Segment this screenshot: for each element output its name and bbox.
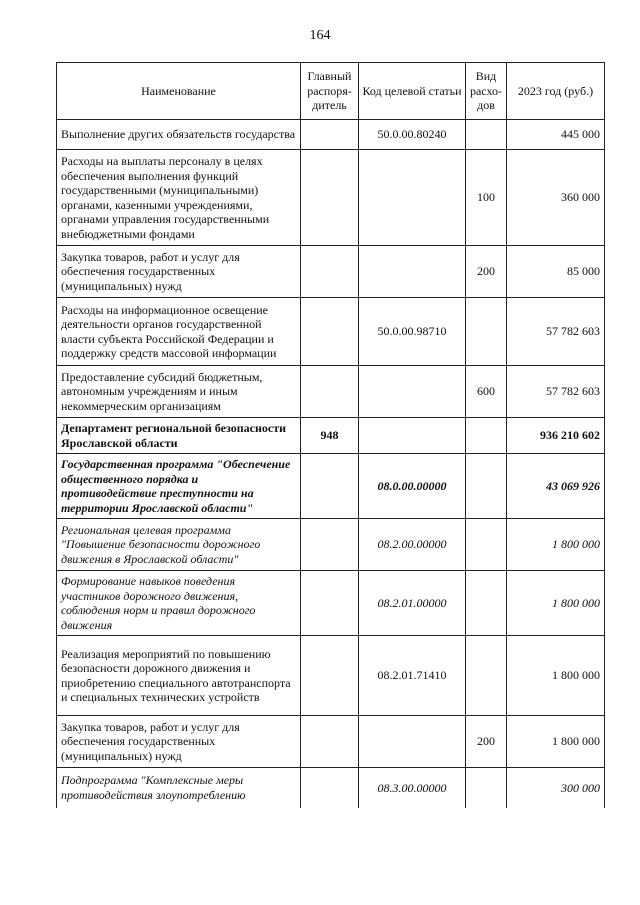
- cell-name: Закупка товаров, работ и услуг для обеспечения государственных (муниципальных) нужд: [57, 716, 301, 768]
- cell-name: Подпрограмма "Комплексные меры противодействия злоупотреблению: [57, 768, 301, 808]
- cell-type: [466, 418, 507, 454]
- header-name: Наименование: [57, 63, 301, 120]
- cell-code: 08.2.01.00000: [359, 571, 466, 636]
- cell-code: [359, 246, 466, 298]
- table-row: [57, 454, 605, 519]
- table-row: [57, 716, 605, 768]
- cell-amount: 300 000: [507, 768, 605, 808]
- cell-admin: [301, 298, 359, 366]
- cell-name: Предоставление субсидий бюджетным, автономным учреждениям и иным некоммерческим организациям: [57, 366, 301, 418]
- cell-amount: 57 782 603: [507, 298, 605, 366]
- cell-admin: [301, 246, 359, 298]
- cell-admin: [301, 716, 359, 768]
- cell-name: Государственная программа "Обеспечение общественного порядка и противодействие преступности на территории Ярославской области": [57, 454, 301, 519]
- cell-amount: 445 000: [507, 120, 605, 150]
- cell-admin: [301, 120, 359, 150]
- cell-amount: 1 800 000: [507, 636, 605, 716]
- cell-admin: [301, 636, 359, 716]
- table-row: [57, 120, 605, 150]
- table-header-row: [57, 63, 605, 120]
- cell-type: 600: [466, 366, 507, 418]
- header-code: Код целевой статьи: [359, 63, 466, 120]
- cell-type: [466, 454, 507, 519]
- cell-name: Выполнение других обязательств государства: [57, 120, 301, 150]
- cell-code: 08.0.00.00000: [359, 454, 466, 519]
- cell-admin: [301, 366, 359, 418]
- header-admin: Главный распоря-дитель: [301, 63, 359, 120]
- cell-amount: 1 800 000: [507, 716, 605, 768]
- cell-amount: 1 800 000: [507, 519, 605, 571]
- table-row: [57, 418, 605, 454]
- cell-code: 08.2.01.71410: [359, 636, 466, 716]
- cell-code: [359, 366, 466, 418]
- cell-code: [359, 716, 466, 768]
- table-row: [57, 366, 605, 418]
- cell-amount: 1 800 000: [507, 571, 605, 636]
- cell-name: Департамент региональной безопасности Ярославской области: [57, 418, 301, 454]
- budget-table: [56, 62, 605, 808]
- cell-type: [466, 571, 507, 636]
- cell-name: Закупка товаров, работ и услуг для обеспечения государственных (муниципальных) нужд: [57, 246, 301, 298]
- cell-admin: 948: [301, 418, 359, 454]
- cell-amount: 936 210 602: [507, 418, 605, 454]
- table-row: [57, 768, 605, 808]
- cell-type: [466, 519, 507, 571]
- cell-admin: [301, 150, 359, 246]
- cell-amount: 57 782 603: [507, 366, 605, 418]
- cell-code: [359, 150, 466, 246]
- cell-amount: 85 000: [507, 246, 605, 298]
- cell-amount: 360 000: [507, 150, 605, 246]
- cell-admin: [301, 768, 359, 808]
- cell-type: 200: [466, 246, 507, 298]
- page-number: 164: [309, 28, 331, 43]
- header-amount: 2023 год (руб.): [507, 63, 605, 120]
- cell-code: 08.3.00.00000: [359, 768, 466, 808]
- cell-code: 50.0.00.98710: [359, 298, 466, 366]
- cell-type: 100: [466, 150, 507, 246]
- cell-name: Региональная целевая программа "Повышение безопасности дорожного движения в Ярославской области": [57, 519, 301, 571]
- table-row: [57, 246, 605, 298]
- table-body: [57, 120, 605, 808]
- cell-code: [359, 418, 466, 454]
- cell-admin: [301, 519, 359, 571]
- cell-amount: 43 069 926: [507, 454, 605, 519]
- cell-code: 50.0.00.80240: [359, 120, 466, 150]
- table-row: [57, 571, 605, 636]
- cell-admin: [301, 571, 359, 636]
- table-row: [57, 150, 605, 246]
- table-row: [57, 298, 605, 366]
- cell-name: Формирование навыков поведения участников дорожного движения, соблюдения норм и правил дорожного движения: [57, 571, 301, 636]
- cell-type: [466, 636, 507, 716]
- cell-name: Расходы на выплаты персоналу в целях обеспечения выполнения функций государственными (муниципальными) органами, казенными учреждениями, органами управления государственными внебюджетными фондами: [57, 150, 301, 246]
- header-type: Вид расхо-дов: [466, 63, 507, 120]
- cell-type: [466, 298, 507, 366]
- table-row: [57, 519, 605, 571]
- cell-type: [466, 768, 507, 808]
- cell-name: Расходы на информационное освещение деятельности органов государственной власти субъекта Российской Федерации и поддержку средств массовой информации: [57, 298, 301, 366]
- cell-code: 08.2.00.00000: [359, 519, 466, 571]
- cell-type: 200: [466, 716, 507, 768]
- cell-admin: [301, 454, 359, 519]
- cell-name: Реализация мероприятий по повышению безопасности дорожного движения и приобретению специального автотранспорта и специальных технических устройств: [57, 636, 301, 716]
- table-row: [57, 636, 605, 716]
- cell-type: [466, 120, 507, 150]
